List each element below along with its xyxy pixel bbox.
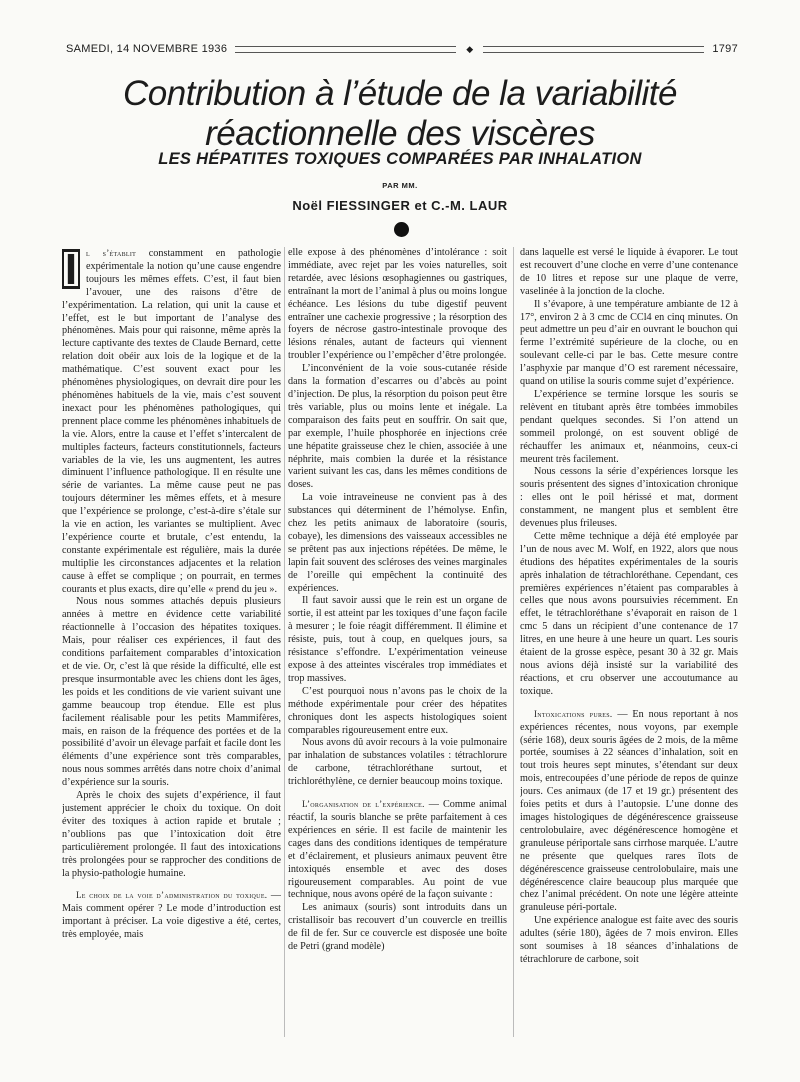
- paragraph: La voie intraveineuse ne convient pas à des substances qui déterminent de l’hémolyse. Enfin, chez les petits animaux de laboratoire (souris, cobaye), les dimensions des vaisseaux accessibles ne se prêtent pas aux injections répétées. De même, le lapin fait souvent des scléroses des veines marginales de l’oreille qui empêchent la continuité des expériences.: [288, 492, 507, 594]
- paragraph-text: constamment en pathologie expérimentale la notion qu’une cause engendre toujours les mêmes effets. C’est, il faut bien l’avouer, une des raisons d’être de l’expérimentation. La relation, qui unit la cause et l’effet, est le but important de l’analyse des phénomènes. Mais pour qui raisonne, même après la lecture captivante des textes de Claude Bernard, cette relation doit obéir aux lois de la logique et de la mathématique. C’est souvent exact pour les phénomènes physiologiques, on devrait dire pour les phénomènes habituels de la vie, mais c’est souvent inexact pour les phénomènes pathologiques, qui prennent place comme les phénomènes inhabituels de la vie. Alors, entre la cause et l’effet s’intercalent de multiples facteurs, facteurs constitutionnels, facteurs variables de la vie, les uns augmentent, les autres diminuent l’influence pathologique. Il en résulte une série de variantes. La même cause peut ne pas toujours déterminer les mêmes effets, et à mesure que l’expérience se prolonge, c’est-à-dire s’étale sur la vie en action, les variantes se multiplient. Avec l’expérience courte et brutale, c’est entendu, la constante expérimentale est régulière, mais la durée multiplie les circonstances adjacentes et la relation cause à effet se complique ; on pourrait, en termes courants et plus exacts, dire qu’elle « prend du jeu ».: [62, 248, 281, 595]
- article-authors: Noël FIESSINGER et C.-M. LAUR: [292, 198, 508, 213]
- section-heading: Intoxications pures.: [534, 708, 613, 719]
- text-column-3: [520, 247, 738, 1037]
- text-column-1: [62, 247, 281, 1037]
- header-rule-left: [235, 46, 456, 53]
- paragraph: Les animaux (souris) sont introduits dans un cristallisoir bas recouvert d’un couvercle en treillis de fil de fer. Sur ce couvercle est disposée une boîte de Petri (grand modèle): [288, 902, 507, 953]
- paragraph: Il s’évapore, à une température ambiante de 12 à 17°, environ 2 à 3 cmc de CCl4 en cinq minutes. On peut admettre un peu d’air en ouvrant le bouchon qui ferme l’extrémité supérieure de la cloche, ou en soulevant celle-ci par le bas. Cette mesure contre l’asphyxie par manque d’O est rarement nécessaire, quand on utilise la souris comme sujet d’expérience.: [520, 298, 738, 388]
- paragraph: Nous avons dû avoir recours à la voie pulmonaire par inhalation de substances volatiles : tétrachlorure de carbone, tétrachloréthane surtout, et trichloréthylène, ce dernier beaucoup moins toxique.: [288, 737, 507, 788]
- paragraph: Après le choix des sujets d’expérience, il faut justement apprécier le choix du toxique. On doit éviter des toxiques à action rapide et brutale ; n’oublions pas que l’intoxication doit être particulièrement prolongée. Il faut des intoxications très prolongées pour se rapprocher des conditions de la physio-pathologie humaine.: [62, 790, 281, 879]
- paragraph-text: — Mais comment opérer ? Le mode d’introduction est important à préciser. La voie digestive a été, certes, très employée, mais: [62, 890, 281, 941]
- paragraph: L’inconvénient de la voie sous-cutanée réside dans la formation d’escarres ou d’abcès au point d’injection. De plus, la résorption du poison peut être très variable, plus ou moins lente et inégale. La comparaison des faits peut en souffrir. On sait que, par exemple, l’huile phosphorée en injections crée une hépatite graisseuse chez le chien, associée à une néphrite, mais combien la durée et la résistance varient suivant les cas, dans les mêmes conditions de doses.: [288, 363, 507, 491]
- paragraph: C’est pourquoi nous n’avons pas le choix de la méthode expérimentale pour créer des hépatites chroniques dont les aspects histologiques soient comparables rigoureusement entre eux.: [288, 685, 507, 736]
- drop-cap: I: [62, 249, 80, 289]
- paragraph: [520, 708, 738, 916]
- bullet-ornament-icon: [394, 222, 409, 237]
- paragraph-text: — Comme animal réactif, la souris blanche se prête parfaitement à ces expériences en série. Il est facile de maintenir les cages dans des conditions identiques de température et d’éclairement, et plusieurs animaux peuvent être intoxiqués ensemble et avec des doses rigoureusement comparables. Au point de vue technique, nous avons opéré de la façon suivante :: [288, 799, 507, 901]
- byline-prefix: PAR MM.: [382, 181, 418, 190]
- lead-in: l s’établit: [86, 248, 137, 258]
- section-heading: Le choix de la voie d’administration du toxique.: [76, 890, 268, 901]
- paragraph: Une expérience analogue est faite avec des souris adultes (série 180), âgées de 7 mois environ. Elles sont soumises à 18 séances d’inhalations de tétrachlorure de carbone, soit: [520, 915, 738, 965]
- paragraph: Il faut savoir aussi que le rein est un organe de sortie, il est atteint par les toxiques d’une façon facile à mesurer ; le foie réagit différemment. Il élimine et résiste, puis, tout à coup, en quelques jours, sa résistance s’effondre. L’expérimentation veineuse expose à des atteintes viscérales trop immédiates et trop massives.: [288, 595, 507, 684]
- text-column-2: [288, 247, 507, 1037]
- paragraph: Nous cessons la série d’expériences lorsque les souris présentent des signes d’intoxication chronique : elles ont le poil hérissé et mat, dorment constamment, ne mangent plus et semblent être devenues plus frileuses.: [520, 466, 738, 530]
- paragraph: elle expose à des phénomènes d’intolérance : soit immédiate, avec rejet par les voies naturelles, soit retardée, avec lésions œsophagiennes ou gastriques, entraînant la mort de l’animal à plus ou moins longue échéance. Les lésions du tube digestif peuvent entraîner une cachexie progressive ; la résorption des foyers de nécrose gastro-intestinale provoque des lésions rénales, autant de facteurs qui viennent troubler l’expérience ou l’empêcher d’être prolongée.: [288, 247, 507, 362]
- column-divider: [513, 247, 514, 1037]
- paragraph: L’expérience se termine lorsque les souris se relèvent en titubant après être tombées immobiles pendant quelques secondes. Si l’on attend un sommeil prolongé, on est souvent obligé de réchauffer les animaux et, néanmoins, ceux-ci meurent très facilement.: [520, 388, 738, 465]
- column-divider: [284, 247, 285, 1037]
- header-rule-right: [483, 46, 704, 53]
- paragraph: [62, 247, 281, 596]
- paragraph: Nous nous sommes attachés depuis plusieurs années à mettre en évidence cette variabilité réactionnelle à l’occasion des hépatites toxiques. Mais, pour réaliser ces expériences, il faut des conditions parfaitement comparables d’intoxication et de vie. Or, c’est là que réside la difficulté, elle est presque insurmontable avec les chiens dont les âges, les poids et les conditions de vie varient suivant une gamme beaucoup trop étendue. Elle est plus facilement réalisable pour les petits Mammifères, mais, en raison de la fréquence des portées et de la possibilité d’avoir un élevage parfait et facile dont les éléments d’une expérience sont très comparables, nous nous sommes arrêtés dans notre choix d’animal d’expérience sur la souris.: [62, 596, 281, 789]
- issue-date: SAMEDI, 14 NOVEMBRE 1936: [66, 43, 228, 55]
- diamond-ornament-icon: ◆: [466, 43, 474, 54]
- page-number: 1797: [712, 43, 739, 55]
- article-title: Contribution à l’étude de la variabilité réactionnelle des viscères: [123, 74, 677, 153]
- paragraph: [288, 798, 507, 902]
- section-heading: L’organisation de l’expérience.: [302, 799, 425, 810]
- paragraph: dans laquelle est versé le liquide à évaporer. Le tout est recouvert d’une cloche en verre d’une contenance de 10 litres et repose sur une plaque de verre, vaselinée à la jonction de la cloche.: [520, 247, 738, 297]
- paragraph: [62, 889, 281, 942]
- paragraph-text: — En nous reportant à nos expériences récentes, nous voyons, par exemple (série 168), deux souris âgées de 2 mois, de la même portée, soumises à 22 séances d’inhalation, soit en tout trois heures sept minutes, s’étendant sur deux mois, entrecoupées d’une période de repos de quinze jours. Ces animaux (de 17 et 19 gr.) présentent des foies petits et durs à l’autopsie. L’une donne des images histologiques de dégénérescence graisseuse centrolobulaire, avec dégénérescence homogène et granuleuse périportale sans cirrhose marquée. L’autre ne présente que quelques rares îlots de dégénérescence graisseuse centrolobulaire, mais une dégénérescence claire beaucoup plus marquée que chez l’animal précédent. On note une légère atteinte granuleuse péri-portale.: [520, 708, 738, 914]
- article-subtitle: LES HÉPATITES TOXIQUES COMPARÉES PAR INHALATION: [158, 150, 642, 168]
- running-header: [66, 42, 738, 56]
- paragraph: Cette même technique a déjà été employée par l’un de nous avec M. Wolf, en 1922, alors que nous étudions des hépatites expérimentales de la souris après inhalation de tétrachloréthane. Cependant, ces premières expériences n’étaient pas comparables à celles que nous avons poursuivies récemment. En effet, le tétrachloréthane s’évaporait en raison de 1 cmc 5 dans un récipient d’une contenance de 17 litres, en une heure à une heure un quart. Les souris étaient de la grosse espèce, pesant 30 à 32 gr. Mais nous avions déjà insisté sur la variabilité des réactions, et cru observer une accoutumance au toxique.: [520, 530, 738, 697]
